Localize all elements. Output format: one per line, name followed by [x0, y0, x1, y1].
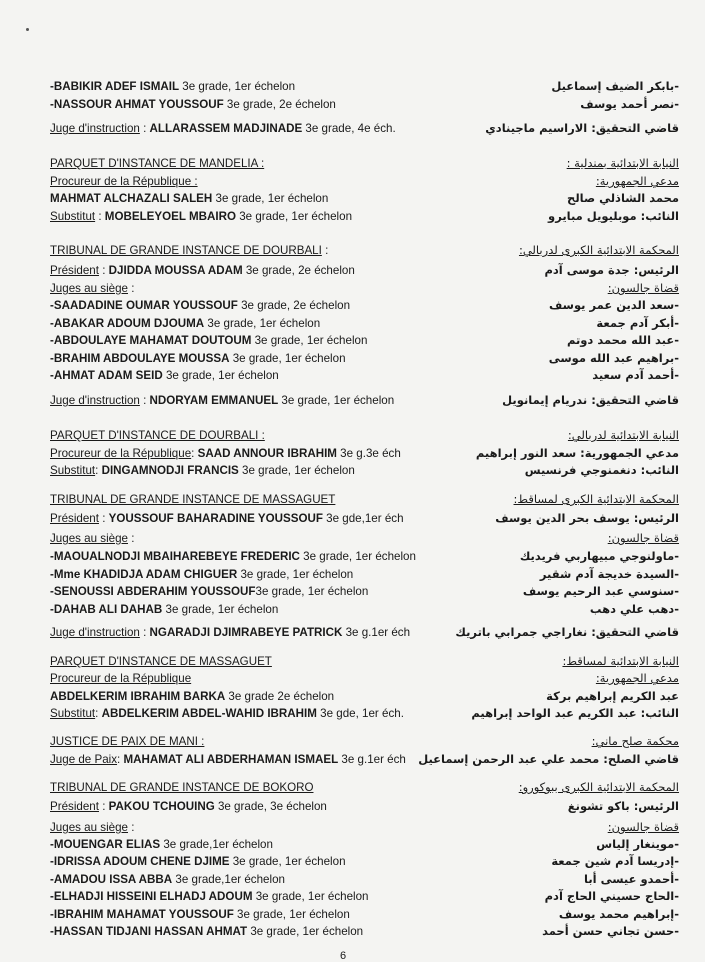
french-segment: 3e grade, 2e échelon — [223, 98, 336, 111]
document-line — [0, 779, 705, 797]
arabic-text: محكمة صلح ماني: — [591, 734, 679, 748]
french-segment: Juge d'instruction — [50, 122, 140, 135]
french-text — [50, 566, 445, 583]
french-segment: Juges au siège — [50, 821, 128, 834]
french-segment: 3e grade, 1er échelon — [255, 585, 369, 598]
french-segment: Président — [50, 512, 99, 525]
french-segment: : — [191, 447, 198, 460]
arabic-text: -سنوسي عبد الرحيم يوسف — [522, 584, 679, 598]
arabic-text: قاضي الصلح: محمد علي عبد الرحمن إسماعيل — [418, 752, 679, 766]
french-segment: -AMADOU ISSA ABBA — [50, 873, 173, 886]
document-line — [0, 530, 705, 548]
arabic-text: الرئيس: باكو تشونغ — [567, 799, 679, 813]
document-line — [0, 566, 705, 584]
french-segment: -BABIKIR ADEF ISMAIL — [50, 80, 180, 93]
french-text — [50, 705, 445, 722]
french-segment: -ABDOULAYE MAHAMAT DOUTOUM — [50, 334, 252, 347]
arabic-text: المحكمة الابتدائية الكبرى ببوكورو: — [518, 780, 679, 794]
french-text — [50, 350, 445, 367]
document-line — [0, 262, 705, 280]
document-line — [0, 670, 705, 688]
french-text — [50, 367, 445, 384]
french-segment: -Mme KHADIDJA ADAM CHIGUER — [50, 568, 238, 581]
french-segment: ALLARASSEM MADJINADE — [149, 122, 303, 135]
french-segment: Substitut — [50, 464, 96, 477]
arabic-text: -إدريسا آدم شين جمعة — [551, 854, 679, 868]
french-segment: Juge de Paix — [50, 753, 118, 766]
document-line — [0, 350, 705, 368]
french-text — [50, 888, 445, 905]
french-text — [50, 280, 445, 297]
french-text — [50, 96, 445, 113]
page-number: 6 — [340, 950, 347, 962]
french-text — [50, 510, 445, 527]
french-text — [50, 853, 445, 870]
french-segment: 3e grade, 1er échelon — [229, 352, 346, 365]
arabic-text: -أحمد آدم سعيد — [592, 368, 679, 382]
document-line — [0, 853, 705, 871]
french-segment: 3e grade, 2e échelon — [242, 264, 355, 277]
french-segment: : — [117, 753, 124, 766]
arabic-text: -براهيم عبد الله موسى — [548, 351, 679, 365]
french-segment: 3e g.3e éch — [336, 447, 401, 460]
arabic-text: -الحاج حسيني الحاج آدم — [544, 889, 679, 903]
french-text — [50, 297, 445, 314]
french-text — [50, 601, 445, 618]
document-line — [0, 923, 705, 941]
french-segment: 3e grade, 1er échelon — [233, 908, 350, 921]
document-line — [0, 836, 705, 854]
french-segment: -MAOUALNODJI MBAIHAREBEYE FREDERIC — [50, 550, 300, 563]
french-segment: : — [139, 394, 150, 407]
french-segment: MOBELEYOEL MBAIRO — [104, 210, 236, 223]
french-segment: 3e grade, 1er échelon — [236, 210, 353, 223]
french-segment: : — [128, 821, 135, 834]
french-segment: 3e grade, 1er échelon — [229, 855, 346, 868]
french-segment: ABDELKERIM ABDEL-WAHID IBRAHIM — [101, 707, 317, 720]
french-segment: YOUSSOUF BAHARADINE YOUSSOUF — [108, 512, 323, 525]
document-line — [0, 392, 705, 410]
french-segment: PARQUET D'INSTANCE DE MANDELIA : — [50, 157, 265, 170]
french-text — [50, 751, 445, 768]
document-line — [0, 624, 705, 642]
french-segment: TRIBUNAL DE GRANDE INSTANCE DE MASSAGUET — [50, 493, 336, 506]
french-text — [50, 779, 445, 796]
document-line — [0, 297, 705, 315]
document-line — [0, 242, 705, 260]
french-text — [50, 173, 445, 190]
document-line — [0, 491, 705, 509]
french-segment: Juge d'instruction — [50, 394, 140, 407]
french-segment: 3e grade, 1er échelon — [238, 464, 355, 477]
french-segment: Président — [50, 800, 99, 813]
arabic-text: الرئيس: جدة موسى آدم — [544, 263, 679, 277]
french-text — [50, 392, 445, 409]
document-line — [0, 688, 705, 706]
document-line — [0, 445, 705, 463]
french-text — [50, 906, 445, 923]
french-segment: DINGAMNODJI FRANCIS — [101, 464, 239, 477]
french-segment: Président — [50, 264, 99, 277]
french-segment: 3e grade, 1er échelon — [212, 192, 329, 205]
french-segment: 3e grade,1er échelon — [160, 838, 273, 851]
french-text — [50, 78, 445, 95]
french-text — [50, 583, 445, 600]
french-segment: ABDELKERIM IBRAHIM BARKA — [50, 690, 226, 703]
arabic-text: -دهب علي دهب — [589, 602, 679, 616]
french-text — [50, 530, 445, 547]
french-text — [50, 462, 445, 479]
french-text — [50, 262, 445, 279]
arabic-text: -نصر أحمد يوسف — [580, 97, 679, 111]
document-line — [0, 208, 705, 226]
french-segment: 3e grade, 1er échelon — [162, 603, 279, 616]
french-segment: -DAHAB ALI DAHAB — [50, 603, 163, 616]
french-segment: TRIBUNAL DE GRANDE INSTANCE DE DOURBALI — [50, 244, 322, 257]
french-segment: -ELHADJI HISSEINI ELHADJ ADOUM — [50, 890, 253, 903]
french-segment: 3e grade, 1er échelon — [162, 369, 279, 382]
french-segment: NGARADJI DJIMRABEYE PATRICK — [149, 626, 343, 639]
document-line — [0, 315, 705, 333]
french-segment: PARQUET D'INSTANCE DE DOURBALI : — [50, 429, 265, 442]
arabic-text: قضاة جالسون: — [607, 281, 679, 295]
french-text — [50, 819, 445, 836]
document-line — [0, 367, 705, 385]
arabic-text: -حسن تجاني حسن أحمد — [542, 924, 679, 938]
arabic-text: قاضي التحقيق: الاراسيم ماجينادي — [485, 121, 679, 135]
french-segment: 3e grade, 1er échelon — [252, 890, 369, 903]
french-segment: 3e grade, 1er échelon — [247, 925, 364, 938]
french-segment: PAKOU TCHOUING — [108, 800, 215, 813]
french-segment: Procureur de la République — [50, 447, 192, 460]
french-segment: : — [98, 512, 109, 525]
french-segment: -IBRAHIM MAHAMAT YOUSSOUF — [50, 908, 234, 921]
arabic-text: المحكمة الابتدائية الكبرى لمساقط: — [513, 492, 679, 506]
french-segment: : — [95, 464, 102, 477]
scan-dot — [26, 28, 29, 31]
french-segment: 3e grade, 1er échelon — [179, 80, 296, 93]
document-line — [0, 653, 705, 671]
document-line — [0, 78, 705, 96]
french-segment: Procureur de la République — [50, 672, 192, 685]
french-segment: Substitut — [50, 707, 96, 720]
arabic-text: -سعد الدين عمر يوسف — [548, 298, 679, 312]
document-line — [0, 173, 705, 191]
french-text — [50, 624, 445, 641]
french-text — [50, 798, 445, 815]
french-segment: MAHMAT ALCHAZALI SALEH — [50, 192, 213, 205]
arabic-text: محمد الشاذلي صالح — [567, 191, 679, 205]
arabic-text: -السيدة خديجة آدم شقير — [539, 567, 679, 581]
french-segment: DJIDDA MOUSSA ADAM — [108, 264, 243, 277]
french-segment: 3e grade, 2e échelon — [237, 299, 351, 312]
french-segment: 3e grade, 1er échelon — [251, 334, 368, 347]
french-text — [50, 670, 445, 687]
arabic-text: مدعي الجمهورية: — [595, 671, 679, 685]
french-segment: 3e gde, 1er éch. — [316, 707, 404, 720]
arabic-text: مدعي الجمهورية: سعد النور إبراهيم — [475, 446, 679, 460]
french-segment: -IDRISSA ADOUM CHENE DJIME — [50, 855, 230, 868]
document-line — [0, 96, 705, 114]
document-line — [0, 798, 705, 816]
arabic-text: -موينغار إلياس — [596, 837, 679, 851]
french-text — [50, 871, 445, 888]
french-text — [50, 445, 445, 462]
french-segment: 3e g.1er éch — [342, 626, 411, 639]
arabic-text: الرئيس: يوسف بحر الدين يوسف — [495, 511, 679, 525]
french-segment: 3e grade, 1er échelon — [204, 317, 321, 330]
french-text — [50, 733, 445, 750]
french-segment: : — [139, 122, 150, 135]
french-segment: -BRAHIM ABDOULAYE MOUSSA — [50, 352, 230, 365]
document-line — [0, 462, 705, 480]
french-segment: SAAD ANNOUR IBRAHIM — [197, 447, 337, 460]
french-segment: -SENOUSSI ABDERAHIM YOUSSOUF — [50, 585, 256, 598]
arabic-text: النيابة الابتدائية لدربالي: — [567, 428, 679, 442]
french-segment: MAHAMAT ALI ABDERHAMAN ISMAEL — [123, 753, 339, 766]
french-segment: : — [95, 210, 105, 223]
document-line — [0, 280, 705, 298]
document-line — [0, 155, 705, 173]
french-segment: : — [95, 707, 102, 720]
french-segment: -ABAKAR ADOUM DJOUMA — [50, 317, 205, 330]
arabic-text: عبد الكريم إبراهيم بركة — [546, 689, 679, 703]
french-text — [50, 653, 445, 670]
document-line — [0, 819, 705, 837]
document-line — [0, 548, 705, 566]
french-segment: PARQUET D'INSTANCE DE MASSAGUET — [50, 655, 272, 668]
french-segment: 3e grade 2e échelon — [225, 690, 335, 703]
arabic-text: -أبكر آدم جمعة — [596, 316, 679, 330]
french-segment: : — [321, 244, 329, 257]
french-text — [50, 190, 445, 207]
arabic-text: قاضي التحقيق: ندريام إيمانويل — [502, 393, 679, 407]
french-segment: : — [128, 282, 135, 295]
french-segment: TRIBUNAL DE GRANDE INSTANCE DE BOKORO — [50, 781, 314, 794]
french-segment: : — [139, 626, 150, 639]
french-segment: JUSTICE DE PAIX DE MANI : — [50, 735, 205, 748]
document-line — [0, 583, 705, 601]
french-segment: 3e grade, 1er échelon — [278, 394, 395, 407]
document-line — [0, 190, 705, 208]
french-text — [50, 242, 445, 259]
arabic-text: قضاة جالسون: — [607, 531, 679, 545]
document-line — [0, 601, 705, 619]
document-line — [0, 705, 705, 723]
french-segment: Procureur de la République : — [50, 175, 198, 188]
french-segment: 3e grade, 1er échelon — [299, 550, 416, 563]
french-segment: Substitut — [50, 210, 96, 223]
arabic-text: قضاة جالسون: — [607, 820, 679, 834]
arabic-text: -إبراهيم محمد يوسف — [558, 907, 679, 921]
french-segment: : — [98, 264, 109, 277]
french-text — [50, 688, 445, 705]
document-line — [0, 510, 705, 528]
arabic-text: النائب: موبليويل مبايرو — [548, 209, 679, 223]
arabic-text: -عبد الله محمد دوتم — [566, 333, 679, 347]
french-text — [50, 923, 445, 940]
arabic-text: النائب: عبد الكريم عبد الواحد إبراهيم — [471, 706, 679, 720]
arabic-text: -ماولنوجي مبيهاربي فريديك — [519, 549, 679, 563]
french-text — [50, 208, 445, 225]
french-segment: 3e grade,1er échelon — [172, 873, 285, 886]
french-segment: -HASSAN TIDJANI HASSAN AHMAT — [50, 925, 248, 938]
document-line — [0, 120, 705, 138]
document-line — [0, 427, 705, 445]
french-segment: : — [98, 800, 109, 813]
document-line — [0, 751, 705, 769]
french-segment: NDORYAM EMMANUEL — [149, 394, 279, 407]
french-segment: 3e grade, 4e éch. — [302, 122, 396, 135]
french-text — [50, 315, 445, 332]
arabic-text: -أحمدو عيسى أبا — [584, 872, 679, 886]
french-segment: 3e grade, 3e échelon — [214, 800, 327, 813]
arabic-text: النائب: دنغمنوجي فرنسيس — [524, 463, 679, 477]
french-segment: Juge d'instruction — [50, 626, 140, 639]
french-text — [50, 836, 445, 853]
document-line — [0, 906, 705, 924]
french-segment: -SAADADINE OUMAR YOUSSOUF — [50, 299, 238, 312]
arabic-text: النيابة الابتدائية بمندلية : — [566, 156, 679, 170]
document-line — [0, 888, 705, 906]
arabic-text: قاضي التحقيق: نغاراجي جمرابي باتريك — [455, 625, 679, 639]
french-segment: 3e grade, 1er échelon — [237, 568, 354, 581]
arabic-text: -بابكر الضيف إسماعيل — [551, 79, 679, 93]
arabic-text: المحكمة الابتدائية الكبرى لدربالي: — [518, 243, 679, 257]
french-segment: -AHMAT ADAM SEID — [50, 369, 163, 382]
french-segment: -NASSOUR AHMAT YOUSSOUF — [50, 98, 224, 111]
french-segment: Juges au siège — [50, 532, 128, 545]
arabic-text: مدعي الجمهورية: — [595, 174, 679, 188]
french-segment: : — [128, 532, 135, 545]
document-line — [0, 332, 705, 350]
french-text — [50, 155, 445, 172]
french-text — [50, 120, 445, 137]
french-segment: 3e gde,1er éch — [322, 512, 404, 525]
french-text — [50, 427, 445, 444]
document-line — [0, 733, 705, 751]
arabic-text: النيابة الابتدائية لمساقط: — [562, 654, 679, 668]
french-text — [50, 332, 445, 349]
french-text — [50, 491, 445, 508]
french-text — [50, 548, 445, 565]
document-line — [0, 871, 705, 889]
french-segment: -MOUENGAR ELIAS — [50, 838, 161, 851]
french-segment: Juges au siège — [50, 282, 128, 295]
french-segment: 3e g.1er éch — [338, 753, 406, 766]
